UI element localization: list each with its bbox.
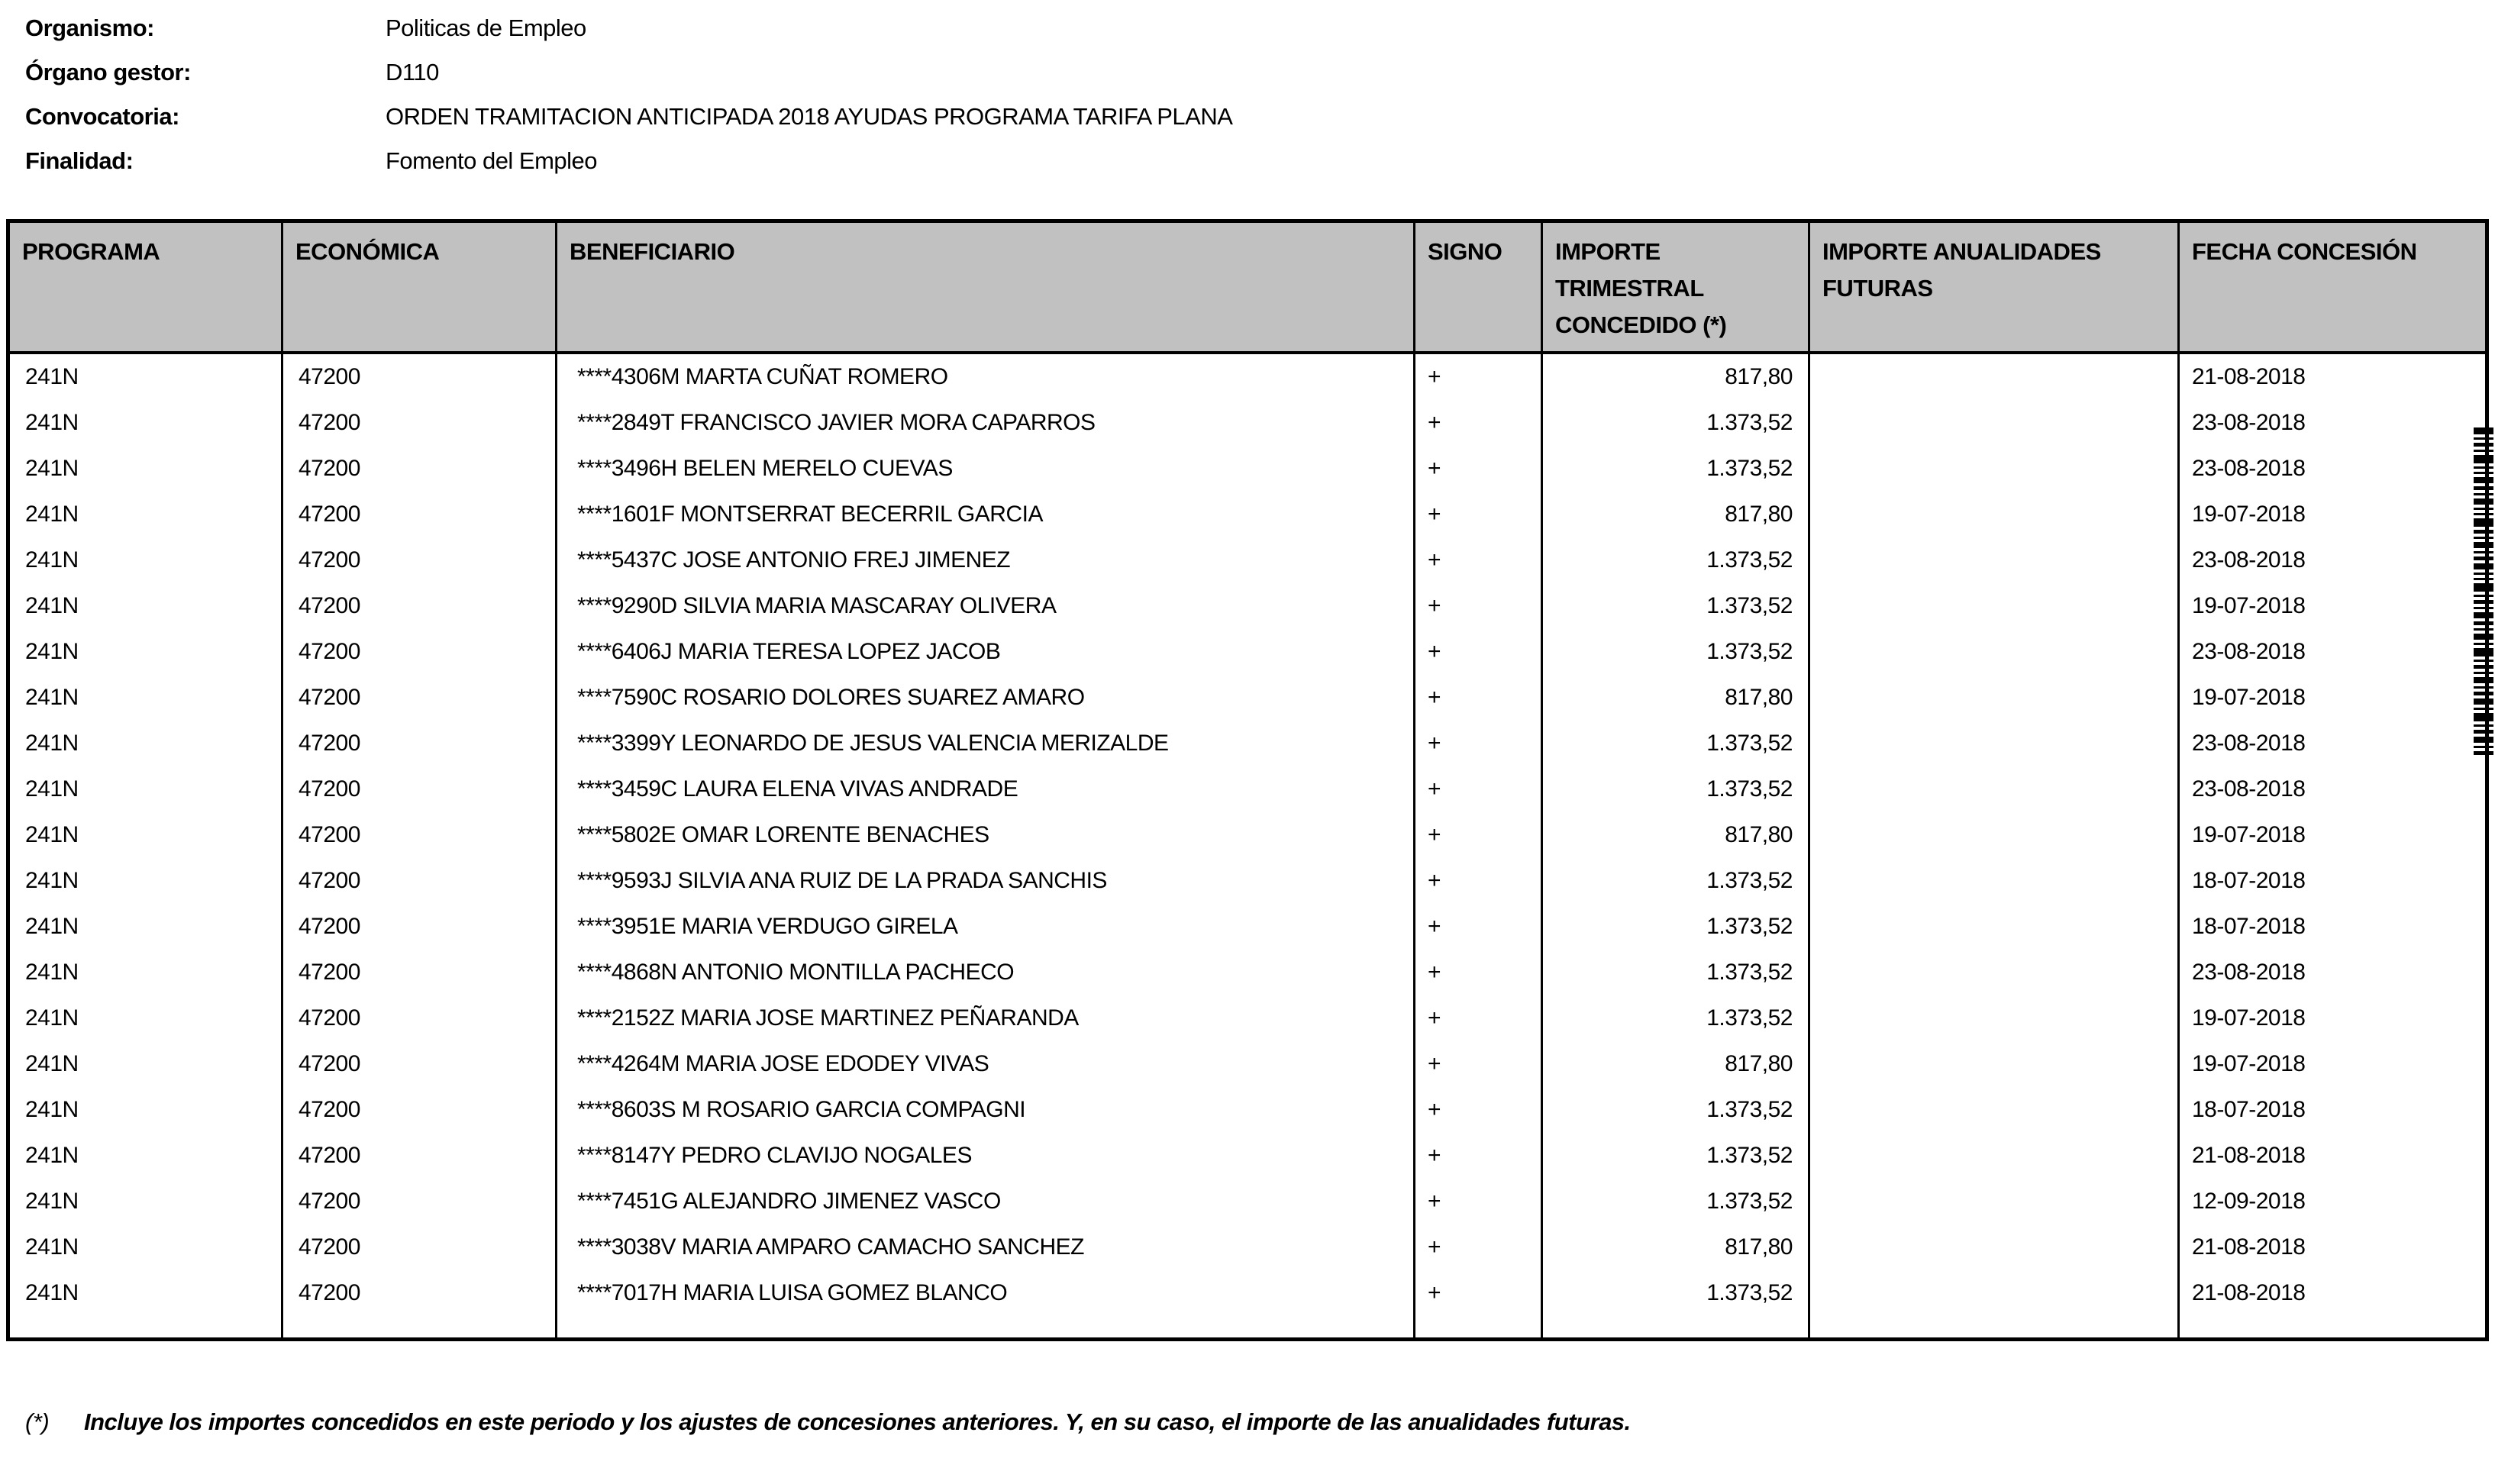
cell-programa: 241N xyxy=(25,1005,79,1031)
cell-programa: 241N xyxy=(25,1280,79,1306)
column-header-signo: SIGNO xyxy=(1415,221,1542,353)
table-row xyxy=(8,353,2487,400)
cell-beneficiario: ****3459C LAURA ELENA VIVAS ANDRADE xyxy=(557,766,1415,812)
cell-programa: 241N xyxy=(25,960,79,986)
table-header-row xyxy=(8,221,2487,353)
table-row xyxy=(8,583,2487,629)
cell-importe_anualidades xyxy=(1809,629,2179,675)
cell-signo: + xyxy=(1415,766,1542,812)
table-row xyxy=(8,1087,2487,1133)
cell-fecha: 23-08-2018 xyxy=(2179,537,2487,583)
cell-importe_anualidades xyxy=(1809,1224,2179,1270)
cell-economica: 47200 xyxy=(282,1087,557,1133)
cell-fecha: 19-07-2018 xyxy=(2179,812,2487,858)
cell-beneficiario: ****8603S M ROSARIO GARCIA COMPAGNI xyxy=(557,1087,1415,1133)
cell-economica: 47200 xyxy=(282,1224,557,1270)
document-header xyxy=(25,6,1232,183)
cell-programa: 241N xyxy=(25,868,79,894)
cell-importe_trimestral: 1.373,52 xyxy=(1542,400,1809,446)
cell-fecha: 21-08-2018 xyxy=(2179,1133,2487,1179)
organo-gestor-value: D110 xyxy=(386,59,439,85)
cell-signo: + xyxy=(1415,1133,1542,1179)
cell-signo: + xyxy=(1415,812,1542,858)
cell-importe_anualidades xyxy=(1809,675,2179,721)
table-row xyxy=(8,766,2487,812)
table-row xyxy=(8,1041,2487,1087)
cell-programa: 241N xyxy=(25,1143,79,1169)
meta-row-organismo xyxy=(25,6,1232,50)
cell-importe_anualidades xyxy=(1809,858,2179,904)
cell-fecha: 23-08-2018 xyxy=(2179,950,2487,995)
cell-signo: + xyxy=(1415,904,1542,950)
table-row xyxy=(8,1133,2487,1179)
cell-economica: 47200 xyxy=(282,492,557,537)
cell-signo: + xyxy=(1415,950,1542,995)
cell-importe_trimestral: 1.373,52 xyxy=(1542,537,1809,583)
cell-beneficiario: ****4264M MARIA JOSE EDODEY VIVAS xyxy=(557,1041,1415,1087)
cell-importe_trimestral: 817,80 xyxy=(1542,812,1809,858)
cell-fecha: 23-08-2018 xyxy=(2179,629,2487,675)
cell-importe_anualidades xyxy=(1809,1041,2179,1087)
cell-economica: 47200 xyxy=(282,400,557,446)
cell-signo: + xyxy=(1415,583,1542,629)
cell-economica: 47200 xyxy=(282,766,557,812)
cell-economica: 47200 xyxy=(282,537,557,583)
cell-beneficiario: ****9593J SILVIA ANA RUIZ DE LA PRADA SANCHIS xyxy=(557,858,1415,904)
table-body xyxy=(8,353,2487,1340)
cell-programa: 241N xyxy=(25,547,79,573)
cell-importe_trimestral: 1.373,52 xyxy=(1542,1270,1809,1316)
cell-importe_trimestral: 817,80 xyxy=(1542,353,1809,400)
convocatoria-label: Convocatoria: xyxy=(25,103,179,130)
cell-programa: 241N xyxy=(25,776,79,802)
cell-signo: + xyxy=(1415,353,1542,400)
cell-economica: 47200 xyxy=(282,1270,557,1316)
cell-economica: 47200 xyxy=(282,858,557,904)
cell-importe_trimestral: 817,80 xyxy=(1542,675,1809,721)
finalidad-label: Finalidad: xyxy=(25,147,134,174)
cell-importe_anualidades xyxy=(1809,537,2179,583)
cell-importe_trimestral: 1.373,52 xyxy=(1542,721,1809,766)
table-row xyxy=(8,1179,2487,1224)
cell-beneficiario: ****3038V MARIA AMPARO CAMACHO SANCHEZ xyxy=(557,1224,1415,1270)
column-header-beneficiario: BENEFICIARIO xyxy=(557,221,1415,353)
cell-fecha: 19-07-2018 xyxy=(2179,675,2487,721)
cell-fecha: 21-08-2018 xyxy=(2179,1270,2487,1316)
cell-importe_anualidades xyxy=(1809,492,2179,537)
cell-economica: 47200 xyxy=(282,353,557,400)
beneficiaries-table xyxy=(6,219,2489,1341)
cell-importe_trimestral: 1.373,52 xyxy=(1542,766,1809,812)
cell-importe_trimestral: 1.373,52 xyxy=(1542,446,1809,492)
cell-signo: + xyxy=(1415,537,1542,583)
cell-signo: + xyxy=(1415,629,1542,675)
cell-programa: 241N xyxy=(25,410,79,436)
cell-fecha: 19-07-2018 xyxy=(2179,995,2487,1041)
cell-fecha: 23-08-2018 xyxy=(2179,721,2487,766)
meta-row-convocatoria xyxy=(25,95,1232,139)
cell-economica: 47200 xyxy=(282,812,557,858)
cell-importe_trimestral: 1.373,52 xyxy=(1542,950,1809,995)
cell-beneficiario: ****3399Y LEONARDO DE JESUS VALENCIA MERIZALDE xyxy=(557,721,1415,766)
footnote-marker: (*) xyxy=(25,1408,50,1435)
table-row xyxy=(8,675,2487,721)
cell-programa: 241N xyxy=(25,593,79,619)
table-row xyxy=(8,950,2487,995)
cell-programa: 241N xyxy=(25,731,79,757)
cell-beneficiario: ****2849T FRANCISCO JAVIER MORA CAPARROS xyxy=(557,400,1415,446)
cell-importe_anualidades xyxy=(1809,1087,2179,1133)
cell-signo: + xyxy=(1415,721,1542,766)
cell-signo: + xyxy=(1415,995,1542,1041)
cell-signo: + xyxy=(1415,1179,1542,1224)
cell-signo: + xyxy=(1415,858,1542,904)
organismo-value: Politicas de Empleo xyxy=(386,15,586,41)
cell-fecha: 21-08-2018 xyxy=(2179,1224,2487,1270)
table-row xyxy=(8,492,2487,537)
cell-economica: 47200 xyxy=(282,1133,557,1179)
table-row xyxy=(8,721,2487,766)
cell-beneficiario: ****7590C ROSARIO DOLORES SUAREZ AMARO xyxy=(557,675,1415,721)
cell-economica: 47200 xyxy=(282,721,557,766)
cell-economica: 47200 xyxy=(282,675,557,721)
cell-programa: 241N xyxy=(25,1097,79,1123)
cell-beneficiario: ****5437C JOSE ANTONIO FREJ JIMENEZ xyxy=(557,537,1415,583)
cell-signo: + xyxy=(1415,446,1542,492)
cell-importe_anualidades xyxy=(1809,400,2179,446)
cell-importe_trimestral: 817,80 xyxy=(1542,1224,1809,1270)
organo-gestor-label: Órgano gestor: xyxy=(25,59,191,85)
cell-importe_anualidades xyxy=(1809,766,2179,812)
cell-importe_anualidades xyxy=(1809,950,2179,995)
cell-importe_anualidades xyxy=(1809,583,2179,629)
cell-programa: 241N xyxy=(25,822,79,848)
cell-importe_trimestral: 1.373,52 xyxy=(1542,1133,1809,1179)
cell-beneficiario: ****4306M MARTA CUÑAT ROMERO xyxy=(557,353,1415,400)
cell-beneficiario: ****4868N ANTONIO MONTILLA PACHECO xyxy=(557,950,1415,995)
cell-fecha: 18-07-2018 xyxy=(2179,858,2487,904)
cell-beneficiario: ****8147Y PEDRO CLAVIJO NOGALES xyxy=(557,1133,1415,1179)
cell-importe_trimestral: 817,80 xyxy=(1542,1041,1809,1087)
column-header-fecha: FECHA CONCESIÓN xyxy=(2179,221,2487,353)
cell-fecha: 12-09-2018 xyxy=(2179,1179,2487,1224)
table-row xyxy=(8,1270,2487,1316)
cell-importe_anualidades xyxy=(1809,721,2179,766)
cell-signo: + xyxy=(1415,1224,1542,1270)
table-row xyxy=(8,629,2487,675)
cell-economica: 47200 xyxy=(282,950,557,995)
cell-beneficiario: ****1601F MONTSERRAT BECERRIL GARCIA xyxy=(557,492,1415,537)
cell-economica: 47200 xyxy=(282,1179,557,1224)
cell-importe_anualidades xyxy=(1809,1133,2179,1179)
cell-fecha: 19-07-2018 xyxy=(2179,492,2487,537)
cell-importe_trimestral: 1.373,52 xyxy=(1542,629,1809,675)
cell-importe_trimestral: 817,80 xyxy=(1542,492,1809,537)
column-header-importe_trimestral: IMPORTE TRIMESTRAL CONCEDIDO (*) xyxy=(1542,221,1809,353)
cell-importe_trimestral: 1.373,52 xyxy=(1542,583,1809,629)
cell-programa: 241N xyxy=(25,914,79,940)
cell-fecha: 18-07-2018 xyxy=(2179,904,2487,950)
cell-economica: 47200 xyxy=(282,446,557,492)
finalidad-value: Fomento del Empleo xyxy=(386,147,598,174)
table-row xyxy=(8,812,2487,858)
cell-programa: 241N xyxy=(25,502,79,527)
table-row xyxy=(8,904,2487,950)
table-row xyxy=(8,995,2487,1041)
footnote-text: Incluye los importes concedidos en este periodo y los ajustes de concesiones anteriores. Y, en su caso, el importe de las anualidades futuras. xyxy=(84,1408,1631,1435)
cell-fecha: 23-08-2018 xyxy=(2179,400,2487,446)
cell-importe_anualidades xyxy=(1809,812,2179,858)
cell-economica: 47200 xyxy=(282,583,557,629)
cell-beneficiario: ****5802E OMAR LORENTE BENACHES xyxy=(557,812,1415,858)
cell-programa: 241N xyxy=(25,1051,79,1077)
convocatoria-value: ORDEN TRAMITACION ANTICIPADA 2018 AYUDAS PROGRAMA TARIFA PLANA xyxy=(386,103,1233,130)
cell-beneficiario: ****2152Z MARIA JOSE MARTINEZ PEÑARANDA xyxy=(557,995,1415,1041)
cell-beneficiario: ****3496H BELEN MERELO CUEVAS xyxy=(557,446,1415,492)
cell-beneficiario: ****9290D SILVIA MARIA MASCARAY OLIVERA xyxy=(557,583,1415,629)
cell-beneficiario: ****6406J MARIA TERESA LOPEZ JACOB xyxy=(557,629,1415,675)
cell-fecha: 18-07-2018 xyxy=(2179,1087,2487,1133)
table-spacer-row xyxy=(8,1316,2487,1340)
cell-programa: 241N xyxy=(25,1234,79,1260)
cell-programa: 241N xyxy=(25,364,79,390)
cell-economica: 47200 xyxy=(282,995,557,1041)
cell-importe_trimestral: 1.373,52 xyxy=(1542,858,1809,904)
column-header-importe_anualidades: IMPORTE ANUALIDADES FUTURAS xyxy=(1809,221,2179,353)
cell-fecha: 19-07-2018 xyxy=(2179,583,2487,629)
cell-importe_anualidades xyxy=(1809,446,2179,492)
cell-signo: + xyxy=(1415,675,1542,721)
cell-signo: + xyxy=(1415,1270,1542,1316)
cell-economica: 47200 xyxy=(282,1041,557,1087)
cell-programa: 241N xyxy=(25,685,79,711)
cell-importe_trimestral: 1.373,52 xyxy=(1542,995,1809,1041)
table-row xyxy=(8,400,2487,446)
table-row xyxy=(8,1224,2487,1270)
barcode-icon xyxy=(2474,427,2493,758)
cell-importe_anualidades xyxy=(1809,353,2179,400)
cell-importe_anualidades xyxy=(1809,904,2179,950)
cell-fecha: 23-08-2018 xyxy=(2179,446,2487,492)
cell-signo: + xyxy=(1415,1041,1542,1087)
cell-beneficiario: ****3951E MARIA VERDUGO GIRELA xyxy=(557,904,1415,950)
cell-programa: 241N xyxy=(25,639,79,665)
cell-signo: + xyxy=(1415,1087,1542,1133)
cell-signo: + xyxy=(1415,492,1542,537)
column-header-economica: ECONÓMICA xyxy=(282,221,557,353)
cell-economica: 47200 xyxy=(282,629,557,675)
cell-importe_anualidades xyxy=(1809,1270,2179,1316)
meta-row-organo-gestor xyxy=(25,50,1232,95)
table-row xyxy=(8,537,2487,583)
cell-importe_trimestral: 1.373,52 xyxy=(1542,904,1809,950)
cell-fecha: 23-08-2018 xyxy=(2179,766,2487,812)
cell-programa: 241N xyxy=(25,1189,79,1215)
cell-importe_trimestral: 1.373,52 xyxy=(1542,1179,1809,1224)
cell-programa: 241N xyxy=(25,456,79,482)
cell-beneficiario: ****7017H MARIA LUISA GOMEZ BLANCO xyxy=(557,1270,1415,1316)
cell-beneficiario: ****7451G ALEJANDRO JIMENEZ VASCO xyxy=(557,1179,1415,1224)
meta-row-finalidad xyxy=(25,139,1232,183)
cell-importe_anualidades xyxy=(1809,995,2179,1041)
cell-importe_trimestral: 1.373,52 xyxy=(1542,1087,1809,1133)
column-header-programa: PROGRAMA xyxy=(8,221,282,353)
organismo-label: Organismo: xyxy=(25,15,154,41)
cell-fecha: 19-07-2018 xyxy=(2179,1041,2487,1087)
table-row xyxy=(8,446,2487,492)
cell-signo: + xyxy=(1415,400,1542,446)
footnote xyxy=(25,1408,1631,1436)
cell-fecha: 21-08-2018 xyxy=(2179,353,2487,400)
cell-importe_anualidades xyxy=(1809,1179,2179,1224)
table-row xyxy=(8,858,2487,904)
cell-economica: 47200 xyxy=(282,904,557,950)
